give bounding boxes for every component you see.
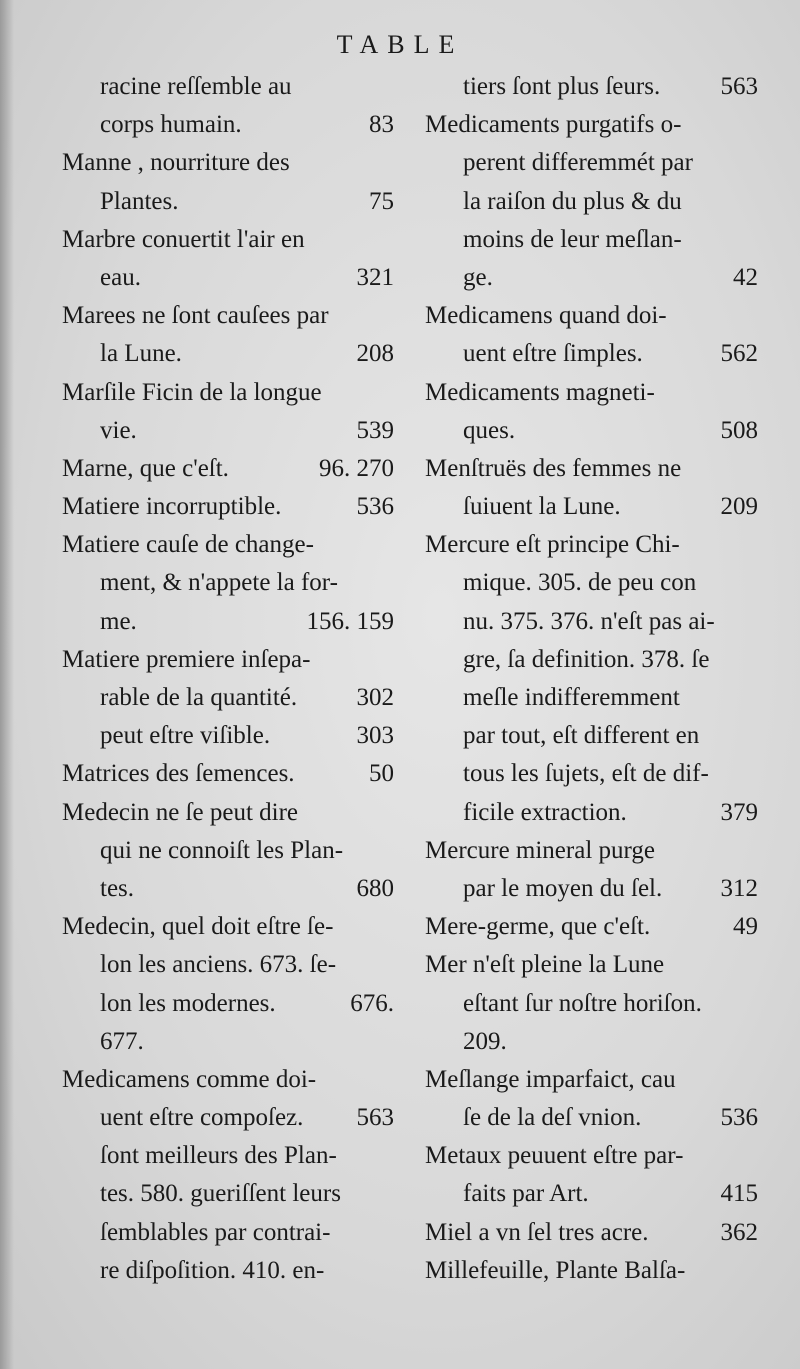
index-entry-line — [62, 832, 394, 870]
entry-text: faits par Art. — [463, 1180, 589, 1208]
entry-text: 677. — [100, 1027, 144, 1055]
entry-text: tous les ſujets, eſt de dif- — [463, 760, 709, 788]
entry-text: eau. — [100, 263, 141, 291]
entry-text: rable de la quantité. — [100, 684, 298, 711]
entry-text: la raiſon du plus & du — [463, 187, 682, 215]
entry-text: ſont meilleurs des Plan- — [100, 1142, 337, 1170]
index-entry-line — [425, 946, 758, 984]
index-entry-line — [425, 106, 758, 144]
entry-text: racine reſſemble au — [100, 73, 292, 100]
index-entry-line — [62, 1061, 394, 1099]
entry-text: Matiere cauſe de change- — [62, 531, 314, 559]
index-entry-line — [62, 1214, 394, 1252]
index-entry-line — [425, 144, 758, 182]
entry-text: ment, & n'appete la for- — [100, 569, 338, 597]
entry-text: 209. — [463, 1027, 507, 1055]
index-entry-line — [425, 374, 758, 412]
page-number: 156. 159 — [306, 607, 394, 635]
entry-text: Miel a vn ſel tres acre. — [425, 1218, 649, 1246]
index-entry-line — [425, 641, 758, 679]
page-number: 312 — [720, 874, 758, 902]
page-number: 209 — [720, 493, 758, 521]
index-entry-line — [62, 106, 394, 144]
index-entry-line — [62, 68, 394, 106]
index-entry-line — [425, 1061, 758, 1099]
page-number: 362 — [720, 1218, 758, 1246]
entry-text: ques. — [463, 416, 516, 444]
page-number: 563 — [356, 1104, 394, 1132]
entry-text: Medecin ne ſe peut dire — [62, 798, 299, 826]
entry-text: tiers ſont plus ſeurs. — [463, 73, 661, 100]
index-column-left — [62, 68, 394, 1290]
entry-text: Marees ne ſont cauſees par — [62, 302, 329, 330]
index-entry-line — [62, 221, 394, 259]
entry-text: Mere-germe, que c'eſt. — [425, 913, 651, 941]
entry-text: me. — [100, 607, 137, 635]
entry-text: eſtant ſur noſtre horiſon. — [463, 989, 702, 1017]
index-entry-line — [425, 1252, 758, 1290]
index-entry-line — [425, 1023, 758, 1061]
page-number: 303 — [356, 722, 394, 750]
index-entry-line — [62, 870, 394, 908]
index-entry-line — [425, 335, 758, 373]
entry-text: Marſile Ficin de la longue — [62, 378, 322, 406]
index-entry-line — [425, 985, 758, 1023]
index-entry-line — [62, 717, 394, 755]
entry-text: Meſlange imparfaict, cau — [425, 1065, 676, 1093]
entry-text: Medicamens comme doi- — [62, 1065, 317, 1093]
entry-text: ſe de la deſ vnion. — [463, 1104, 642, 1132]
page-number: 42 — [733, 263, 758, 291]
page-number: 75 — [369, 187, 394, 215]
entry-text: uent eſtre compoſez. — [100, 1104, 304, 1132]
index-column-right — [425, 68, 758, 1290]
entry-text: tes. — [100, 874, 135, 902]
index-entry-line — [62, 374, 394, 412]
entry-text: gre, ſa definition. 378. ſe — [463, 645, 710, 673]
index-entry-line — [62, 144, 394, 182]
entry-text: la Lune. — [100, 340, 182, 368]
page-number: 680 — [356, 874, 394, 902]
entry-text: uent eſtre ſimples. — [463, 340, 643, 368]
index-entry-line — [62, 412, 394, 450]
page-number: 321 — [356, 263, 394, 291]
index-entry-line — [62, 1023, 394, 1061]
index-entry-line — [425, 564, 758, 602]
entry-text: Marne, que c'eſt. — [62, 454, 229, 482]
page-number: 379 — [720, 798, 758, 826]
entry-text: tes. 580. gueriſſent leurs — [100, 1180, 341, 1208]
entry-text: Mercure eſt principe Chi- — [425, 531, 680, 559]
entry-text: Metaux peuuent eſtre par- — [425, 1142, 684, 1170]
index-entry-line — [62, 259, 394, 297]
index-entry-line — [62, 183, 394, 221]
index-entry-line — [62, 1175, 394, 1213]
entry-text: re diſpoſition. 410. en- — [100, 1256, 325, 1284]
index-entry-line — [62, 297, 394, 335]
index-entry-line — [62, 985, 394, 1023]
entry-text: Matiere incorruptible. — [62, 493, 282, 521]
index-entry-line — [62, 679, 394, 717]
entry-text: ſuiuent la Lune. — [463, 493, 621, 521]
index-entry-line — [425, 603, 758, 641]
index-entry-line — [62, 526, 394, 564]
entry-text: Medicaments purgatifs o- — [425, 111, 682, 139]
index-entry-line — [425, 679, 758, 717]
index-entry-line — [425, 488, 758, 526]
entry-text: ge. — [463, 263, 493, 291]
page-number: 83 — [369, 111, 394, 139]
page-number: 96. 270 — [319, 454, 394, 482]
index-entry-line — [62, 488, 394, 526]
page-number: 563 — [720, 73, 758, 100]
entry-text: Medicamens quand doi- — [425, 302, 667, 330]
index-entry-line — [425, 297, 758, 335]
entry-text: Matrices des ſemences. — [62, 760, 295, 788]
index-entry-line — [425, 755, 758, 793]
entry-text: par tout, eſt different en — [463, 722, 700, 750]
entry-text: ſemblables par contrai- — [100, 1218, 331, 1246]
entry-text: Medecin, quel doit eſtre ſe- — [62, 913, 334, 941]
entry-text: Medicaments magneti- — [425, 378, 655, 406]
page-number: 415 — [720, 1180, 758, 1208]
index-entry-line — [62, 564, 394, 602]
page-number: 50 — [369, 760, 394, 788]
page-number: 208 — [356, 340, 394, 368]
entry-text: lon les anciens. 673. ſe- — [100, 951, 337, 979]
page-number: 302 — [356, 684, 394, 711]
index-entry-line — [62, 908, 394, 946]
entry-text: Mer n'eſt pleine la Lune — [425, 951, 665, 979]
entry-text: nu. 375. 376. n'eſt pas ai- — [463, 607, 715, 635]
index-entry-line — [425, 183, 758, 221]
index-entry-line — [62, 755, 394, 793]
index-entry-line — [425, 1099, 758, 1137]
index-entry-line — [425, 908, 758, 946]
entry-text: perent differemmét par — [463, 149, 693, 177]
index-entry-line — [425, 221, 758, 259]
index-entry-line — [425, 259, 758, 297]
index-entry-line — [62, 641, 394, 679]
index-entry-line — [425, 717, 758, 755]
entry-text: corps humain. — [100, 111, 242, 139]
index-entry-line — [425, 870, 758, 908]
entry-text: vie. — [100, 416, 137, 444]
entry-text: Menſtruës des femmes ne — [425, 454, 682, 482]
page-number: 562 — [720, 340, 758, 368]
entry-text: Manne , nourriture des — [62, 149, 290, 177]
index-entry-line — [425, 450, 758, 488]
index-entry-line — [425, 1137, 758, 1175]
entry-text: meſle indifferemment — [463, 684, 680, 711]
index-entry-line — [62, 946, 394, 984]
index-entry-line — [425, 526, 758, 564]
entry-text: qui ne connoiſt les Plan- — [100, 836, 344, 864]
entry-text: Plantes. — [100, 187, 179, 215]
page-number: 508 — [720, 416, 758, 444]
entry-text: ficile extraction. — [463, 798, 627, 826]
entry-text: Millefeuille, Plante Balſa- — [425, 1256, 686, 1284]
entry-text: Marbre conuertit l'air en — [62, 225, 305, 253]
index-entry-line — [62, 450, 394, 488]
page-number: 676. — [350, 989, 394, 1017]
page-number: 49 — [733, 913, 758, 941]
entry-text: peut eſtre viſible. — [100, 722, 271, 750]
index-entry-line — [425, 794, 758, 832]
entry-text: lon les modernes. — [100, 989, 276, 1017]
page-number: 536 — [720, 1104, 758, 1132]
index-entry-line — [425, 832, 758, 870]
index-entry-line — [62, 1252, 394, 1290]
running-head: TABLE — [336, 30, 464, 59]
index-entry-line — [62, 1137, 394, 1175]
index-entry-line — [425, 68, 758, 106]
entry-text: moins de leur meſlan- — [463, 225, 682, 253]
index-entry-line — [62, 794, 394, 832]
index-entry-line — [62, 1099, 394, 1137]
entry-text: Mercure mineral purge — [425, 836, 655, 864]
entry-text: par le moyen du ſel. — [463, 874, 663, 902]
entry-text: Matiere premiere inſepa- — [62, 645, 311, 673]
page-number: 536 — [356, 493, 394, 521]
entry-text: mique. 305. de peu con — [463, 569, 697, 597]
page-number: 539 — [356, 416, 394, 444]
index-entry-line — [425, 1214, 758, 1252]
index-entry-line — [425, 412, 758, 450]
index-entry-line — [62, 603, 394, 641]
index-entry-line — [62, 335, 394, 373]
index-entry-line — [425, 1175, 758, 1213]
